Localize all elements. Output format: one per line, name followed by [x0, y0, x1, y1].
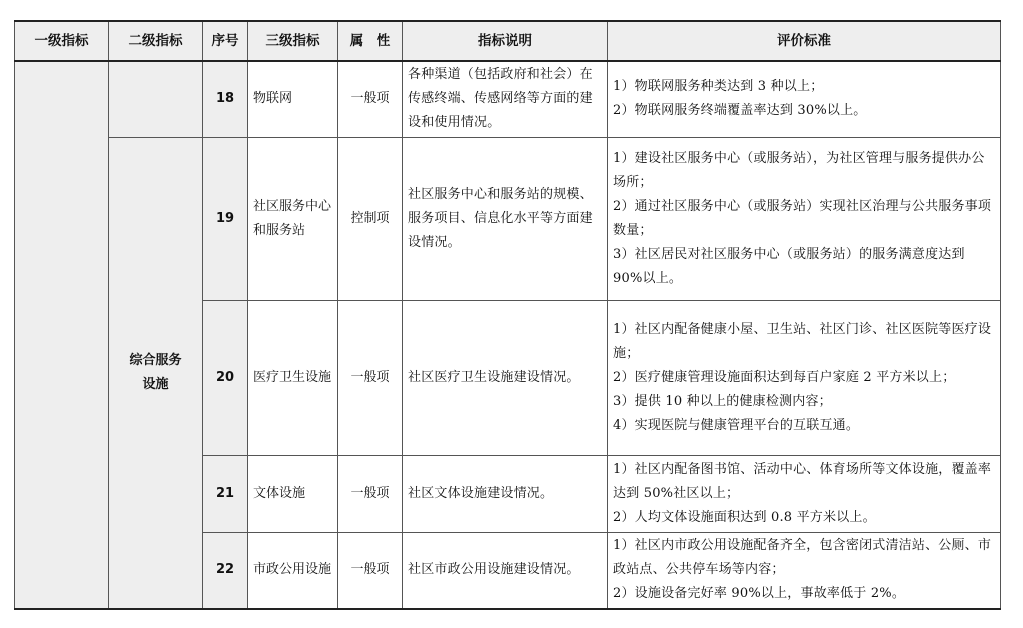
row-level3: 物联网: [248, 61, 338, 137]
row-criteria: [608, 61, 1001, 137]
header-description: 指标说明: [403, 21, 608, 61]
row-seq: 19: [203, 137, 248, 300]
row-level3: 文体设施: [248, 455, 338, 532]
criteria-line: 1）建设社区服务中心（或服务站），为社区管理与服务提供办公场所；: [613, 150, 985, 190]
row-level3: 社区服务中心和服务站: [248, 137, 338, 300]
level1-cell: [15, 61, 109, 609]
table-row: [15, 61, 1001, 137]
criteria-line: 2）物联网服务终端覆盖率达到 30%以上。: [613, 103, 867, 119]
row-seq: 21: [203, 455, 248, 532]
header-row: [15, 21, 1001, 61]
header-level3: 三级指标: [248, 21, 338, 61]
header-attribute: 属 性: [338, 21, 403, 61]
table-row: [15, 137, 1001, 300]
row-seq: 18: [203, 61, 248, 137]
criteria-line: 1）物联网服务种类达到 3 种以上；: [613, 79, 824, 95]
criteria-line: 2）设施设备完好率 90%以上，事故率低于 2%。: [613, 586, 906, 602]
level2-empty-cell: [109, 61, 203, 137]
row-description: 各种渠道（包括政府和社会）在传感终端、传感网络等方面的建设和使用情况。: [403, 61, 608, 137]
criteria-line: 2）人均文体设施面积达到 0.8 平方米以上。: [613, 509, 876, 525]
row-attribute: 控制项: [338, 137, 403, 300]
level2-group-cell: 综合服务 设施: [109, 137, 203, 609]
criteria-line: 4）实现医院与健康管理平台的互联互通。: [613, 417, 860, 433]
row-criteria: [608, 300, 1001, 455]
row-seq: 20: [203, 300, 248, 455]
criteria-line: 1）社区内市政公用设施配备齐全，包含密闭式清洁站、公厕、市政站点、公共停车场等内容；: [613, 538, 992, 578]
criteria-line: 1）社区内配备图书馆、活动中心、体育场所等文体设施，覆盖率达到 50%社区以上；: [613, 461, 992, 501]
row-attribute: 一般项: [338, 61, 403, 137]
row-attribute: 一般项: [338, 455, 403, 532]
row-seq: 22: [203, 532, 248, 609]
criteria-line: 2）通过社区服务中心（或服务站）实现社区治理与公共服务事项数量；: [613, 198, 992, 238]
row-description: 社区市政公用设施建设情况。: [403, 532, 608, 609]
header-criteria: 评价标准: [608, 21, 1001, 61]
header-level1: 一级指标: [15, 21, 109, 61]
row-level3: 市政公用设施: [248, 532, 338, 609]
row-criteria: [608, 532, 1001, 609]
criteria-line: 2）医疗健康管理设施面积达到每百户家庭 2 平方米以上；: [613, 369, 956, 385]
row-description: 社区服务中心和服务站的规模、服务项目、信息化水平等方面建设情况。: [403, 137, 608, 300]
header-seq: 序号: [203, 21, 248, 61]
criteria-line: 1）社区内配备健康小屋、卫生站、社区门诊、社区医院等医疗设施；: [613, 321, 992, 361]
row-description: 社区文体设施建设情况。: [403, 455, 608, 532]
row-description: 社区医疗卫生设施建设情况。: [403, 300, 608, 455]
criteria-line: 3）社区居民对社区服务中心（或服务站）的服务满意度达到 90%以上。: [613, 246, 965, 286]
row-criteria: [608, 455, 1001, 532]
row-level3: 医疗卫生设施: [248, 300, 338, 455]
indicator-table: [14, 20, 1001, 610]
row-criteria: [608, 137, 1001, 300]
row-attribute: 一般项: [338, 532, 403, 609]
header-level2: 二级指标: [109, 21, 203, 61]
criteria-line: 3）提供 10 种以上的健康检测内容；: [613, 393, 832, 409]
row-attribute: 一般项: [338, 300, 403, 455]
